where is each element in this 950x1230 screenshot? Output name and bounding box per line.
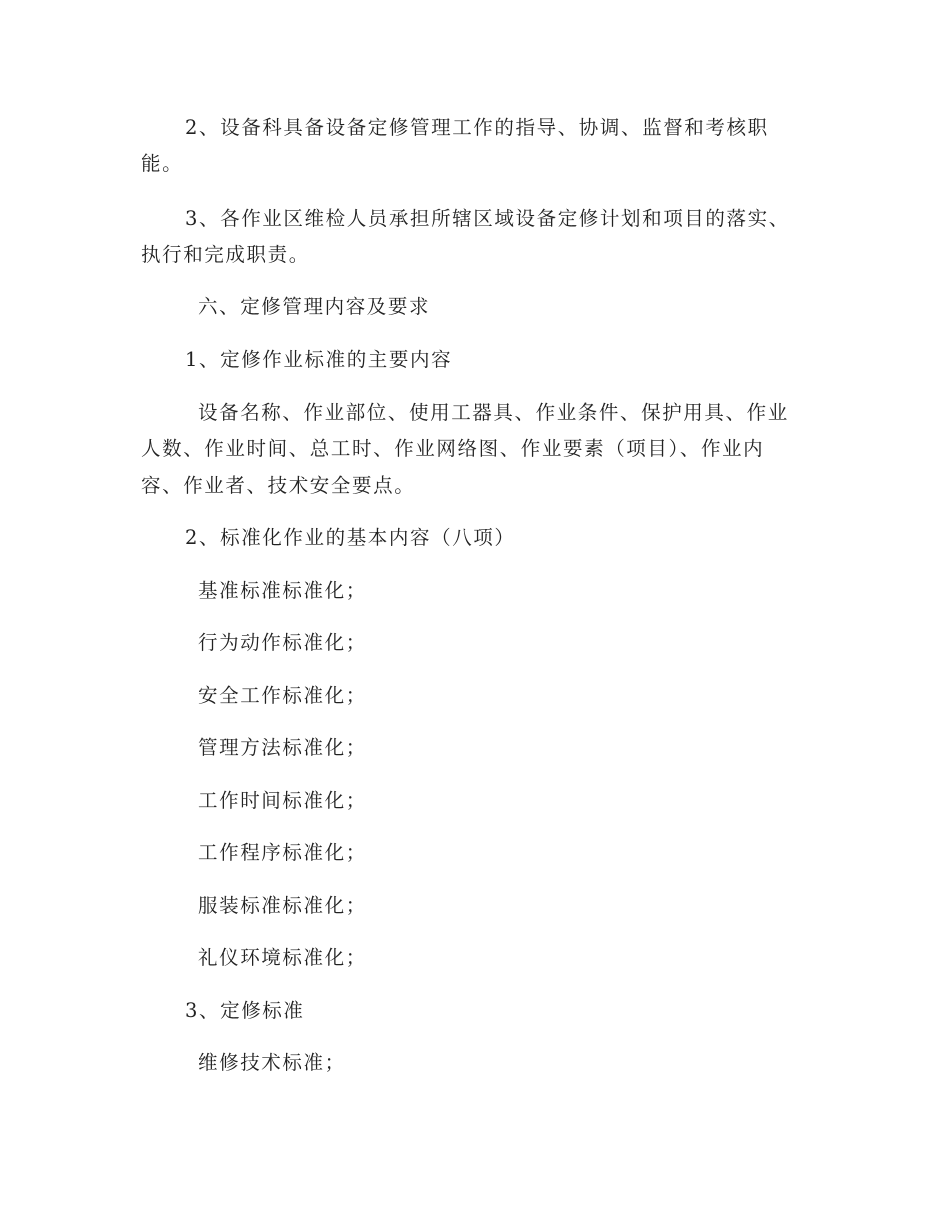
subsection-heading: 3、定修标准 xyxy=(185,999,305,1022)
paragraph-line: 人数、作业时间、总工时、作业网络图、作业要素（项目）、作业内 xyxy=(141,437,765,460)
paragraph-line: 3、各作业区维检人员承担所辖区域设备定修计划和项目的落实、 xyxy=(185,207,790,230)
paragraph-line: 2、设备科具备设备定修管理工作的指导、协调、监督和考核职 xyxy=(185,116,769,139)
list-item: 行为动作标准化； xyxy=(198,631,367,654)
paragraph-line: 设备名称、作业部位、使用工器具、作业条件、保护用具、作业 xyxy=(198,401,789,424)
list-item: 管理方法标准化； xyxy=(198,736,367,759)
subsection-heading: 1、定修作业标准的主要内容 xyxy=(185,348,453,371)
list-item: 安全工作标准化； xyxy=(198,684,367,707)
section-heading: 六、定修管理内容及要求 xyxy=(198,295,431,318)
paragraph-line: 容、作业者、技术安全要点。 xyxy=(141,474,416,497)
list-item: 服装标准标准化； xyxy=(198,894,367,917)
list-item: 维修技术标准； xyxy=(198,1051,346,1074)
list-item: 工作程序标准化； xyxy=(198,841,367,864)
paragraph-line: 执行和完成职责。 xyxy=(141,243,310,266)
list-item: 礼仪环境标准化； xyxy=(198,946,367,969)
list-item: 基准标准标准化； xyxy=(198,579,367,602)
list-item: 工作时间标准化； xyxy=(198,789,367,812)
paragraph-line: 能。 xyxy=(141,152,184,175)
subsection-heading: 2、标准化作业的基本内容（八项） xyxy=(185,526,516,549)
